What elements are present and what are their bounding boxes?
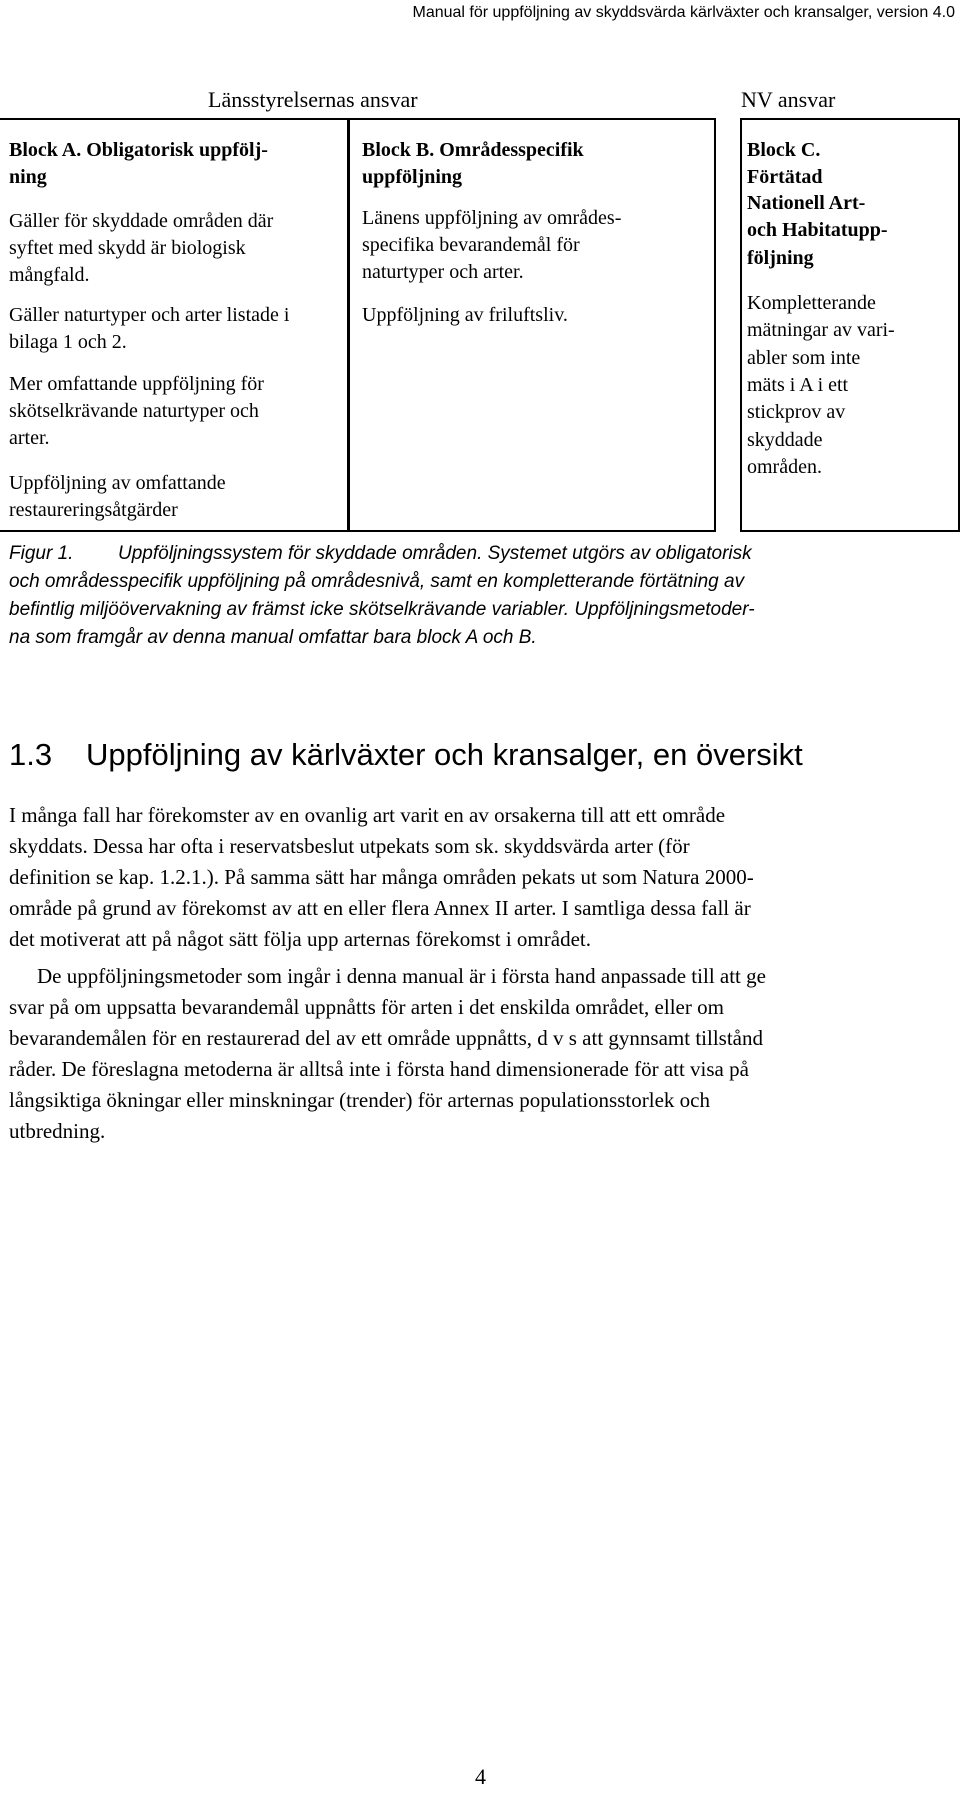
block-c-text: abler som inte xyxy=(747,347,861,369)
block-a-text: bilaga 1 och 2. xyxy=(9,331,127,353)
block-a-text: mångfald. xyxy=(9,264,90,286)
section-title: Uppföljning av kärlväxter och kransalger, en översikt xyxy=(86,737,803,772)
block-c-text: skyddade xyxy=(747,429,823,451)
block-c-title-line3: Nationell Art- xyxy=(747,192,866,214)
block-c-text: mäts i A i ett xyxy=(747,374,849,396)
block-b-title-line1: Block B. Områdesspecifik xyxy=(362,139,584,161)
block-c-text: mätningar av vari- xyxy=(747,319,895,341)
block-a-text: syftet med skydd är biologisk xyxy=(9,237,246,259)
block-b-text: Uppföljning av friluftsliv. xyxy=(362,304,568,326)
block-a-text: restaureringsåtgärder xyxy=(9,499,178,521)
block-a-title-line1: Block A. Obligatorisk uppfölj- xyxy=(9,139,268,161)
body-text: definition se kap. 1.2.1.). På samma sätt har många områden pekats ut som Natura 2000- xyxy=(9,865,754,889)
body-text: råder. De föreslagna metoderna är alltså inte i första hand dimensionerade för att visa på xyxy=(9,1057,749,1081)
block-a-text: Gäller naturtyper och arter listade i xyxy=(9,304,290,326)
block-c-title-line2: Förtätad xyxy=(747,166,823,188)
section-number: 1.3 xyxy=(9,737,53,772)
block-a-text: Uppföljning av omfattande xyxy=(9,472,226,494)
body-text: skyddats. Dessa har ofta i reservatsbeslut utpekats som sk. skyddsvärda arter (för xyxy=(9,834,690,858)
figure-caption-text: Uppföljningssystem för skyddade områden. Systemet utgörs av obligatorisk xyxy=(118,543,752,564)
figure-caption-text: och områdesspecifik uppföljning på områdesnivå, samt en kompletterande förtätning av xyxy=(9,571,745,592)
body-text: långsiktiga ökningar eller minskningar (trender) för arternas populationsstorlek och xyxy=(9,1088,710,1112)
block-a-text: skötselkrävande naturtyper och xyxy=(9,400,259,422)
block-c-text: stickprov av xyxy=(747,401,846,423)
body-text: svar på om uppsatta bevarandemål uppnåtts för arten i det enskilda området, eller om xyxy=(9,995,724,1019)
block-a-title-line2: ning xyxy=(9,166,47,188)
body-text: bevarandemålen för en restaurerad del av ett område uppnåtts, d v s att gynnsamt tillstånd xyxy=(9,1026,764,1050)
block-b-text: Länens uppföljning av områdes- xyxy=(362,207,622,229)
body-text: De uppföljningsmetoder som ingår i denna manual är i första hand anpassade till att ge xyxy=(37,964,766,988)
block-c-title-line5: följning xyxy=(747,247,814,269)
block-b-title-line2: uppföljning xyxy=(362,166,463,188)
block-b-text: naturtyper och arter. xyxy=(362,261,524,283)
block-b-text: specifika bevarandemål för xyxy=(362,234,580,256)
block-c-title-line1: Block C. xyxy=(747,139,821,161)
page-number: 4 xyxy=(475,1764,486,1789)
figure-caption-text: na som framgår av denna manual omfattar bara block A och B. xyxy=(9,627,537,648)
block-c-text: områden. xyxy=(747,456,822,478)
body-text: område på grund av förekomst av att en eller flera Annex II arter. I samtliga dessa fall är xyxy=(9,896,751,920)
figure-caption-label: Figur 1. xyxy=(9,543,74,564)
body-text: I många fall har förekomster av en ovanlig art varit en av orsakerna till att ett område xyxy=(9,803,726,827)
running-header: Manual för uppföljning av skyddsvärda kärlväxter och kransalger, version 4.0 xyxy=(412,4,955,21)
block-a-text: arter. xyxy=(9,427,50,449)
block-c-title-line4: och Habitatupp- xyxy=(747,219,888,241)
county-responsibility-label: Länsstyrelsernas ansvar xyxy=(208,87,418,112)
nv-responsibility-label: NV ansvar xyxy=(741,87,836,112)
block-c-text: Kompletterande xyxy=(747,292,876,314)
body-text: utbredning. xyxy=(9,1119,106,1143)
body-text: det motiverat att på något sätt följa upp arternas förekomst i området. xyxy=(9,927,591,951)
block-a-text: Gäller för skyddade områden där xyxy=(9,210,274,232)
block-a-text: Mer omfattande uppföljning för xyxy=(9,373,264,395)
figure-caption-text: befintlig miljöövervakning av främst icke skötselkrävande variabler. Uppföljningsmetoder- xyxy=(9,599,755,620)
